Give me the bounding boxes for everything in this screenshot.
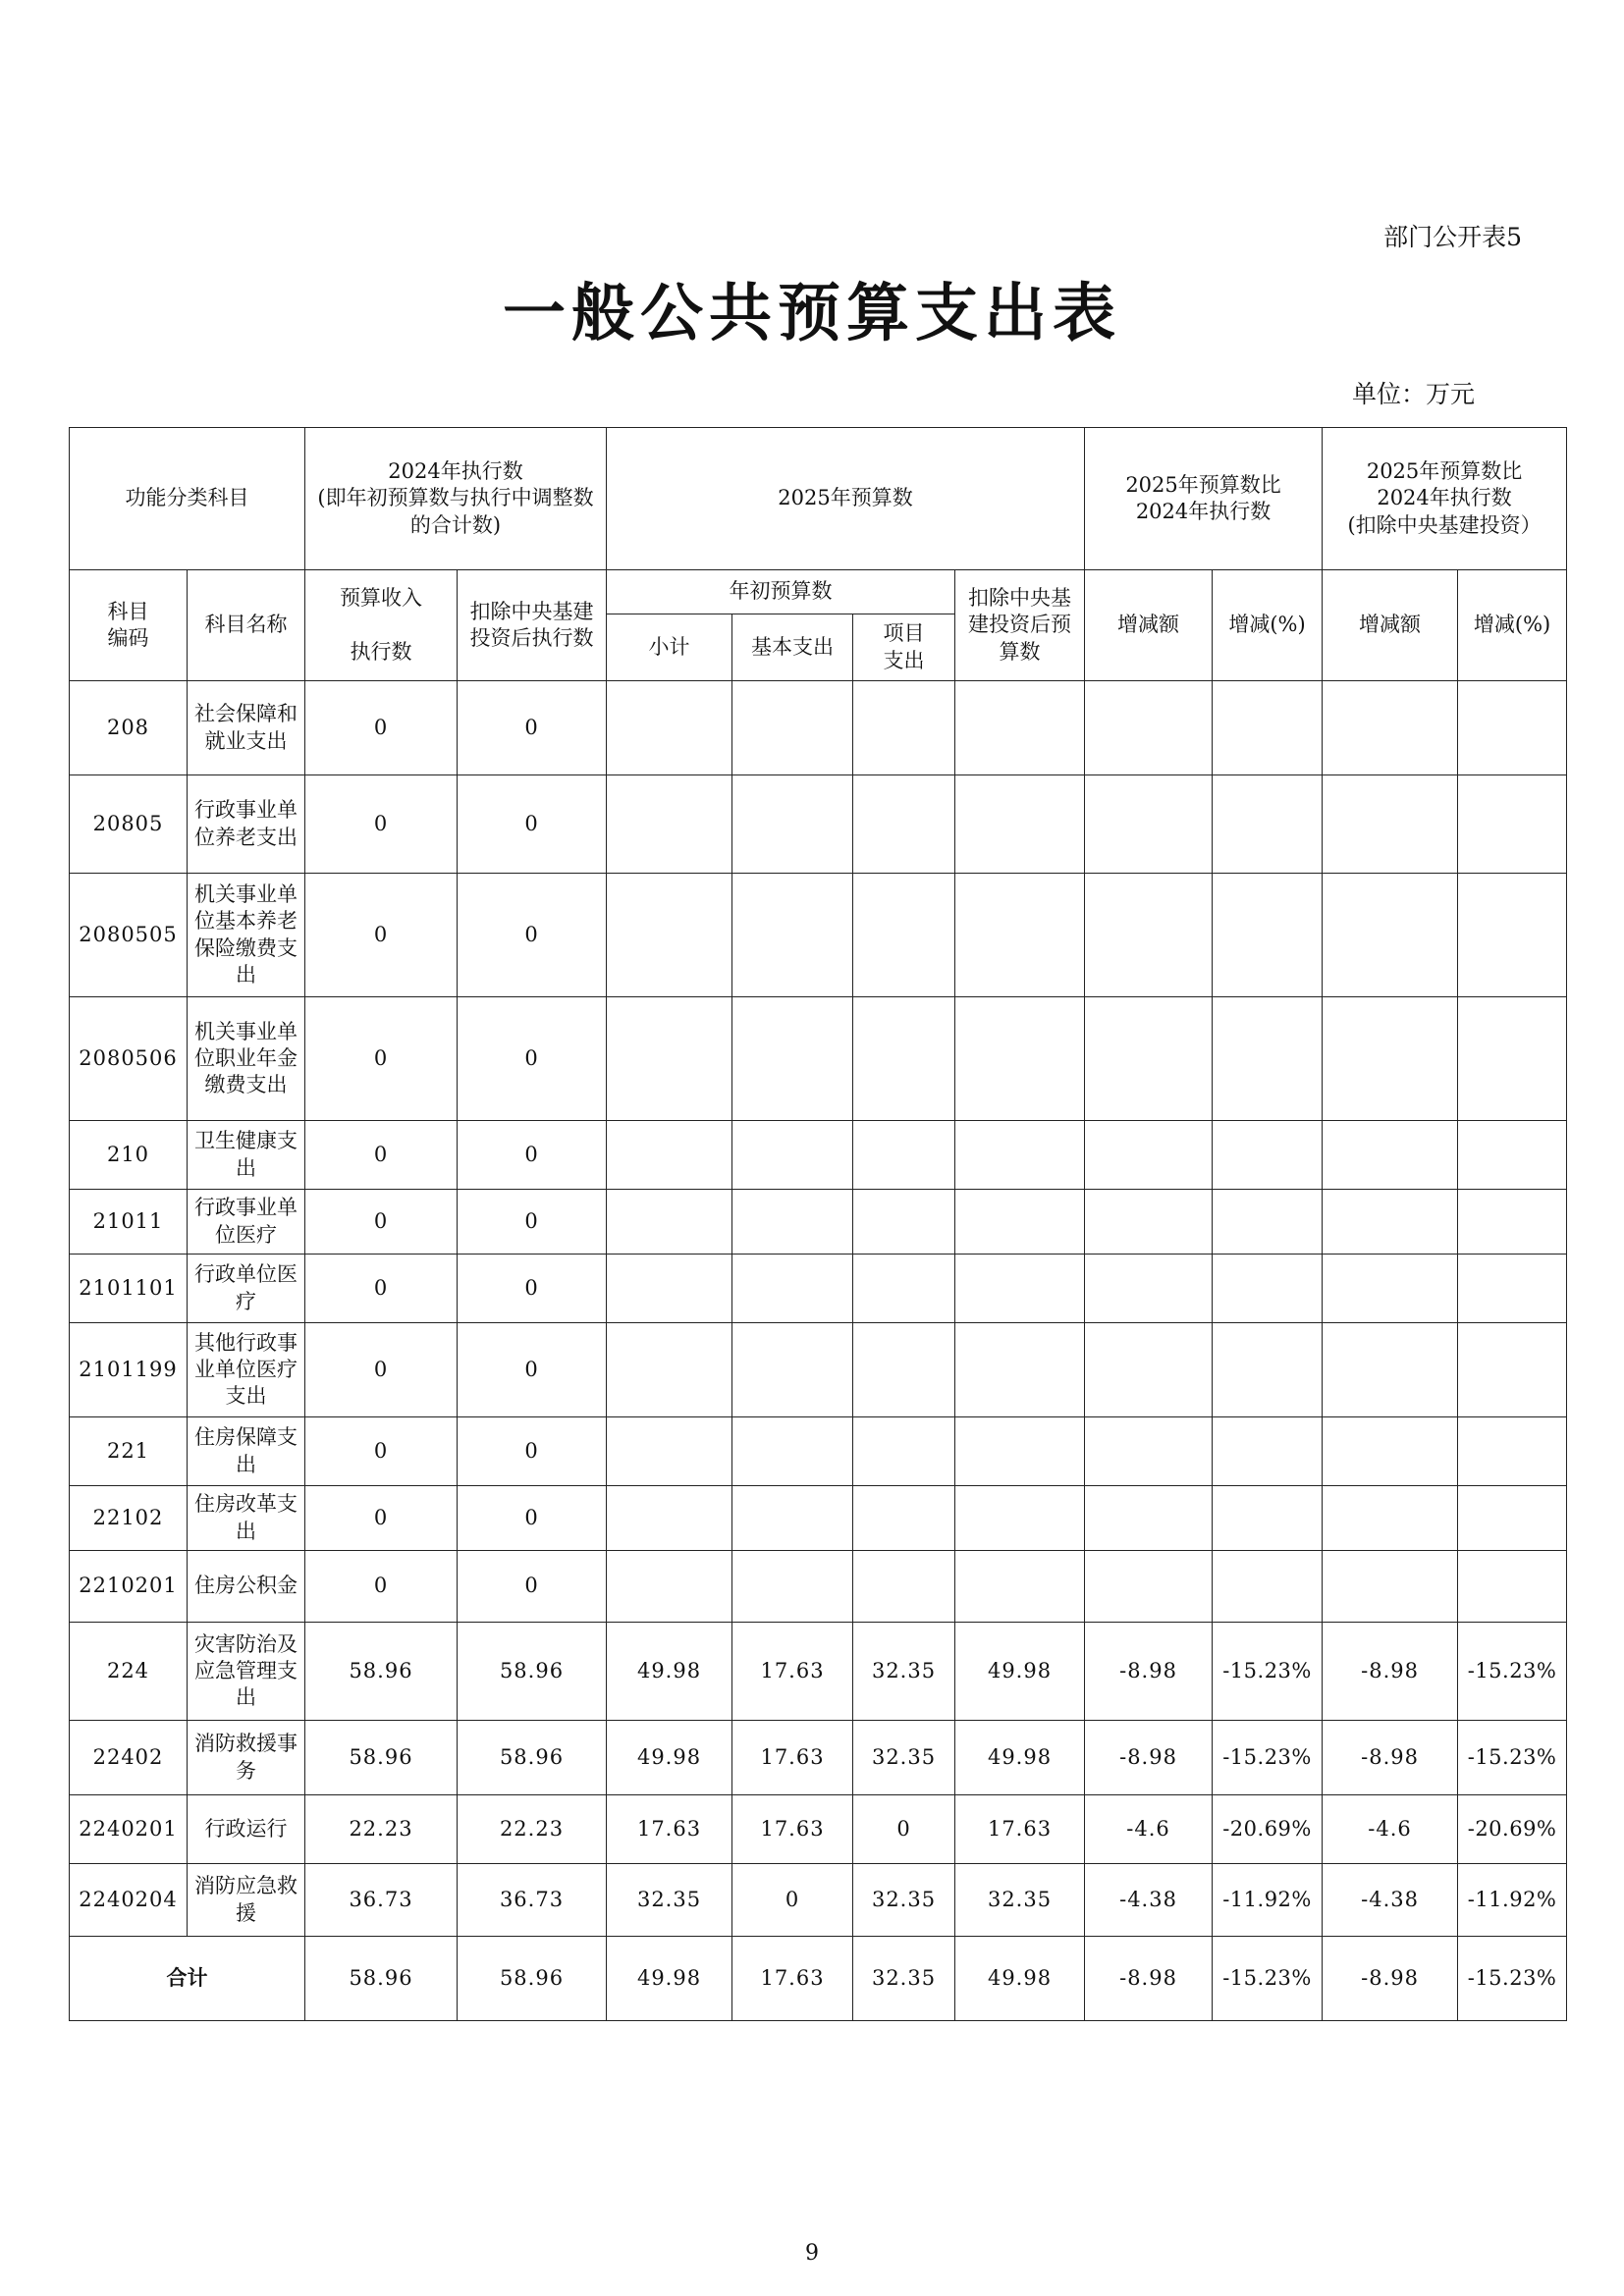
subject-name: 社会保障和就业支出 [188,681,305,775]
subject-name: 消防救援事务 [188,1721,305,1795]
total-cell: -8.98 [1085,1937,1213,2021]
amount-cell [1458,1551,1567,1623]
amount-cell [1085,1323,1213,1417]
table-body [70,681,1567,1937]
header-budget-excl-central: 扣除中央基建投资后预算数 [955,570,1085,681]
subject-code: 21011 [70,1190,188,1255]
amount-cell [1085,1486,1213,1551]
amount-cell: 49.98 [607,1721,732,1795]
amount-cell [1323,775,1458,874]
amount-cell [1458,1417,1567,1486]
amount-cell: 17.63 [732,1721,853,1795]
table-row [70,1795,1567,1864]
amount-cell [1085,1255,1213,1323]
header-functional-classification: 功能分类科目 [70,428,305,570]
header-exec-excl-central: 扣除中央基建投资后执行数 [458,570,607,681]
amount-cell [1213,1255,1323,1323]
subject-name: 灾害防治及应急管理支出 [188,1623,305,1721]
amount-cell: 0 [458,1255,607,1323]
subject-name: 行政事业单位医疗 [188,1190,305,1255]
table-row [70,1417,1567,1486]
amount-cell: 0 [305,681,458,775]
amount-cell: -4.38 [1085,1864,1213,1937]
subject-name: 行政运行 [188,1795,305,1864]
amount-cell: 36.73 [458,1864,607,1937]
amount-cell: 58.96 [305,1623,458,1721]
amount-cell [1213,1551,1323,1623]
amount-cell [853,1486,955,1551]
amount-cell [1085,775,1213,874]
amount-cell [1213,681,1323,775]
amount-cell: 17.63 [607,1795,732,1864]
amount-cell [853,1255,955,1323]
amount-cell: 0 [305,1551,458,1623]
amount-cell [607,1486,732,1551]
amount-cell [732,1486,853,1551]
amount-cell [955,1551,1085,1623]
amount-cell: 0 [458,997,607,1121]
amount-cell [1458,874,1567,997]
amount-cell: -4.6 [1085,1795,1213,1864]
amount-cell: 32.35 [853,1864,955,1937]
amount-cell [607,1255,732,1323]
amount-cell: 0 [732,1864,853,1937]
amount-cell [607,1417,732,1486]
amount-cell [1323,1190,1458,1255]
amount-cell [607,681,732,775]
amount-cell: 0 [305,1121,458,1190]
amount-cell [853,681,955,775]
page-number: 9 [805,2241,819,2266]
amount-cell: 0 [458,681,607,775]
amount-cell [732,874,853,997]
budget-table [69,427,1567,2021]
amount-cell: 22.23 [305,1795,458,1864]
amount-cell: 58.96 [458,1721,607,1795]
amount-cell [1323,1121,1458,1190]
amount-cell: 17.63 [955,1795,1085,1864]
amount-cell: 0 [458,1323,607,1417]
amount-cell [1458,1255,1567,1323]
amount-cell [732,1255,853,1323]
header-change-pct: 增减(%) [1213,570,1323,681]
total-cell: -8.98 [1323,1937,1458,2021]
amount-cell: -20.69% [1213,1795,1323,1864]
subject-code: 2080505 [70,874,188,997]
subject-name: 机关事业单位职业年金缴费支出 [188,997,305,1121]
subject-code: 22402 [70,1721,188,1795]
amount-cell: -8.98 [1085,1623,1213,1721]
amount-cell [1323,681,1458,775]
table-row [70,874,1567,997]
header-change-amount: 增减额 [1085,570,1213,681]
amount-cell: 0 [305,1486,458,1551]
amount-cell [607,775,732,874]
subject-code: 224 [70,1623,188,1721]
amount-cell [1213,1190,1323,1255]
amount-cell: 0 [305,997,458,1121]
amount-cell: 58.96 [305,1721,458,1795]
amount-cell: -15.23% [1458,1623,1567,1721]
header-compare-2025-2024-excl: 2025年预算数比 2024年执行数 (扣除中央基建投资） [1323,428,1567,570]
amount-cell [607,1121,732,1190]
amount-cell [1213,775,1323,874]
amount-cell: 0 [458,1551,607,1623]
amount-cell [732,1551,853,1623]
amount-cell [1458,1323,1567,1417]
amount-cell: 49.98 [955,1721,1085,1795]
header-subject-name: 科目名称 [188,570,305,681]
page-title: 一般公共预算支出表 [503,278,1121,350]
amount-cell: 0 [305,1417,458,1486]
header-exec-2024: 2024年执行数 (即年初预算数与执行中调整数的合计数) [305,428,607,570]
amount-cell [1323,997,1458,1121]
amount-cell: 32.35 [955,1864,1085,1937]
amount-cell: 0 [305,1190,458,1255]
amount-cell [732,1323,853,1417]
header-change-amount-2: 增减额 [1323,570,1458,681]
header-subtotal: 小计 [607,614,732,681]
amount-cell [607,874,732,997]
amount-cell [1085,1417,1213,1486]
amount-cell [1085,1121,1213,1190]
subject-code: 2210201 [70,1551,188,1623]
header-project-expense: 项目 支出 [853,614,955,681]
amount-cell: 0 [305,874,458,997]
amount-cell [1213,1486,1323,1551]
total-row [70,1937,1567,2021]
header-income-exec: 预算收入 执行数 [305,570,458,681]
total-cell: 17.63 [732,1937,853,2021]
amount-cell [1213,997,1323,1121]
amount-cell [732,1417,853,1486]
amount-cell [607,1190,732,1255]
amount-cell [1458,1190,1567,1255]
table-number: 部门公开表5 [1383,223,1522,251]
amount-cell: 49.98 [955,1623,1085,1721]
amount-cell: 0 [458,775,607,874]
amount-cell [955,874,1085,997]
amount-cell [1085,1190,1213,1255]
table-row [70,775,1567,874]
amount-cell: 0 [458,1121,607,1190]
amount-cell: 0 [458,1486,607,1551]
amount-cell: 17.63 [732,1623,853,1721]
amount-cell: 58.96 [458,1623,607,1721]
amount-cell: -8.98 [1323,1721,1458,1795]
subject-name: 行政单位医疗 [188,1255,305,1323]
amount-cell: -15.23% [1213,1623,1323,1721]
amount-cell [1458,1486,1567,1551]
amount-cell [955,1190,1085,1255]
amount-cell [1213,1323,1323,1417]
amount-cell [1085,1551,1213,1623]
amount-cell [1213,1121,1323,1190]
amount-cell: 32.35 [607,1864,732,1937]
amount-cell: 0 [305,1323,458,1417]
amount-cell: 0 [305,775,458,874]
amount-cell: 0 [458,874,607,997]
amount-cell: 49.98 [607,1623,732,1721]
amount-cell [732,681,853,775]
amount-cell [955,1323,1085,1417]
amount-cell [853,997,955,1121]
subject-code: 2240204 [70,1864,188,1937]
total-cell: 49.98 [607,1937,732,2021]
amount-cell [732,1190,853,1255]
subject-code: 2101101 [70,1255,188,1323]
amount-cell: -8.98 [1085,1721,1213,1795]
amount-cell [732,1121,853,1190]
amount-cell: 32.35 [853,1721,955,1795]
total-cell: -15.23% [1213,1937,1323,2021]
amount-cell [1085,681,1213,775]
amount-cell: -11.92% [1213,1864,1323,1937]
amount-cell: -4.38 [1323,1864,1458,1937]
amount-cell [853,1121,955,1190]
total-cell: 58.96 [305,1937,458,2021]
total-cell: 58.96 [458,1937,607,2021]
amount-cell: 0 [458,1417,607,1486]
amount-cell [732,775,853,874]
table-row [70,1121,1567,1190]
amount-cell [955,775,1085,874]
table-row [70,1486,1567,1551]
amount-cell [955,681,1085,775]
amount-cell: 0 [853,1795,955,1864]
amount-cell [1458,1121,1567,1190]
subject-code: 20805 [70,775,188,874]
amount-cell: 0 [305,1255,458,1323]
table-row [70,1721,1567,1795]
amount-cell [1213,874,1323,997]
amount-cell [955,997,1085,1121]
table-row [70,1255,1567,1323]
amount-cell [732,997,853,1121]
amount-cell [607,1323,732,1417]
subject-code: 221 [70,1417,188,1486]
amount-cell: -15.23% [1213,1721,1323,1795]
amount-cell [1323,1417,1458,1486]
total-cell: 49.98 [955,1937,1085,2021]
amount-cell [1323,874,1458,997]
amount-cell: 36.73 [305,1864,458,1937]
subject-name: 住房改革支出 [188,1486,305,1551]
subject-code: 208 [70,681,188,775]
header-initial-budget: 年初预算数 [607,570,955,614]
amount-cell [955,1417,1085,1486]
amount-cell: 0 [458,1190,607,1255]
subject-code: 210 [70,1121,188,1190]
total-cell: 32.35 [853,1937,955,2021]
table-row [70,1623,1567,1721]
subject-code: 2240201 [70,1795,188,1864]
amount-cell [853,1190,955,1255]
amount-cell [1458,997,1567,1121]
amount-cell [1085,997,1213,1121]
table-row [70,1190,1567,1255]
amount-cell [1323,1323,1458,1417]
amount-cell [853,874,955,997]
total-label: 合计 [70,1937,305,2021]
amount-cell [955,1255,1085,1323]
table-row [70,1323,1567,1417]
subject-name: 消防应急救援 [188,1864,305,1937]
amount-cell: -11.92% [1458,1864,1567,1937]
subject-name: 住房保障支出 [188,1417,305,1486]
amount-cell: 32.35 [853,1623,955,1721]
table-header [70,428,1567,681]
amount-cell [955,1486,1085,1551]
amount-cell [853,1323,955,1417]
amount-cell: -15.23% [1458,1721,1567,1795]
table-row [70,681,1567,775]
amount-cell [1323,1486,1458,1551]
subject-code: 22102 [70,1486,188,1551]
header-change-pct-2: 增减(%) [1458,570,1567,681]
subject-name: 机关事业单位基本养老保险缴费支出 [188,874,305,997]
table-row [70,1864,1567,1937]
amount-cell [1458,681,1567,775]
table-row [70,1551,1567,1623]
amount-cell [853,1417,955,1486]
subject-name: 住房公积金 [188,1551,305,1623]
amount-cell [1085,874,1213,997]
amount-cell [955,1121,1085,1190]
amount-cell: -4.6 [1323,1795,1458,1864]
subject-code: 2080506 [70,997,188,1121]
header-compare-2025-2024: 2025年预算数比 2024年执行数 [1085,428,1323,570]
subject-name: 行政事业单位养老支出 [188,775,305,874]
subject-name: 其他行政事业单位医疗支出 [188,1323,305,1417]
total-cell: -15.23% [1458,1937,1567,2021]
header-budget-2025: 2025年预算数 [607,428,1085,570]
amount-cell [1323,1551,1458,1623]
amount-cell [1213,1417,1323,1486]
unit-label: 单位：万元 [1351,380,1475,408]
header-basic-expense: 基本支出 [732,614,853,681]
table-footer [70,1937,1567,2021]
table-row [70,997,1567,1121]
header-subject-code: 科目 编码 [70,570,188,681]
subject-code: 2101199 [70,1323,188,1417]
amount-cell [607,1551,732,1623]
amount-cell: 22.23 [458,1795,607,1864]
amount-cell [853,775,955,874]
amount-cell [853,1551,955,1623]
amount-cell [1458,775,1567,874]
amount-cell: -8.98 [1323,1623,1458,1721]
amount-cell: 17.63 [732,1795,853,1864]
subject-name: 卫生健康支出 [188,1121,305,1190]
amount-cell: -20.69% [1458,1795,1567,1864]
amount-cell [1323,1255,1458,1323]
amount-cell [607,997,732,1121]
